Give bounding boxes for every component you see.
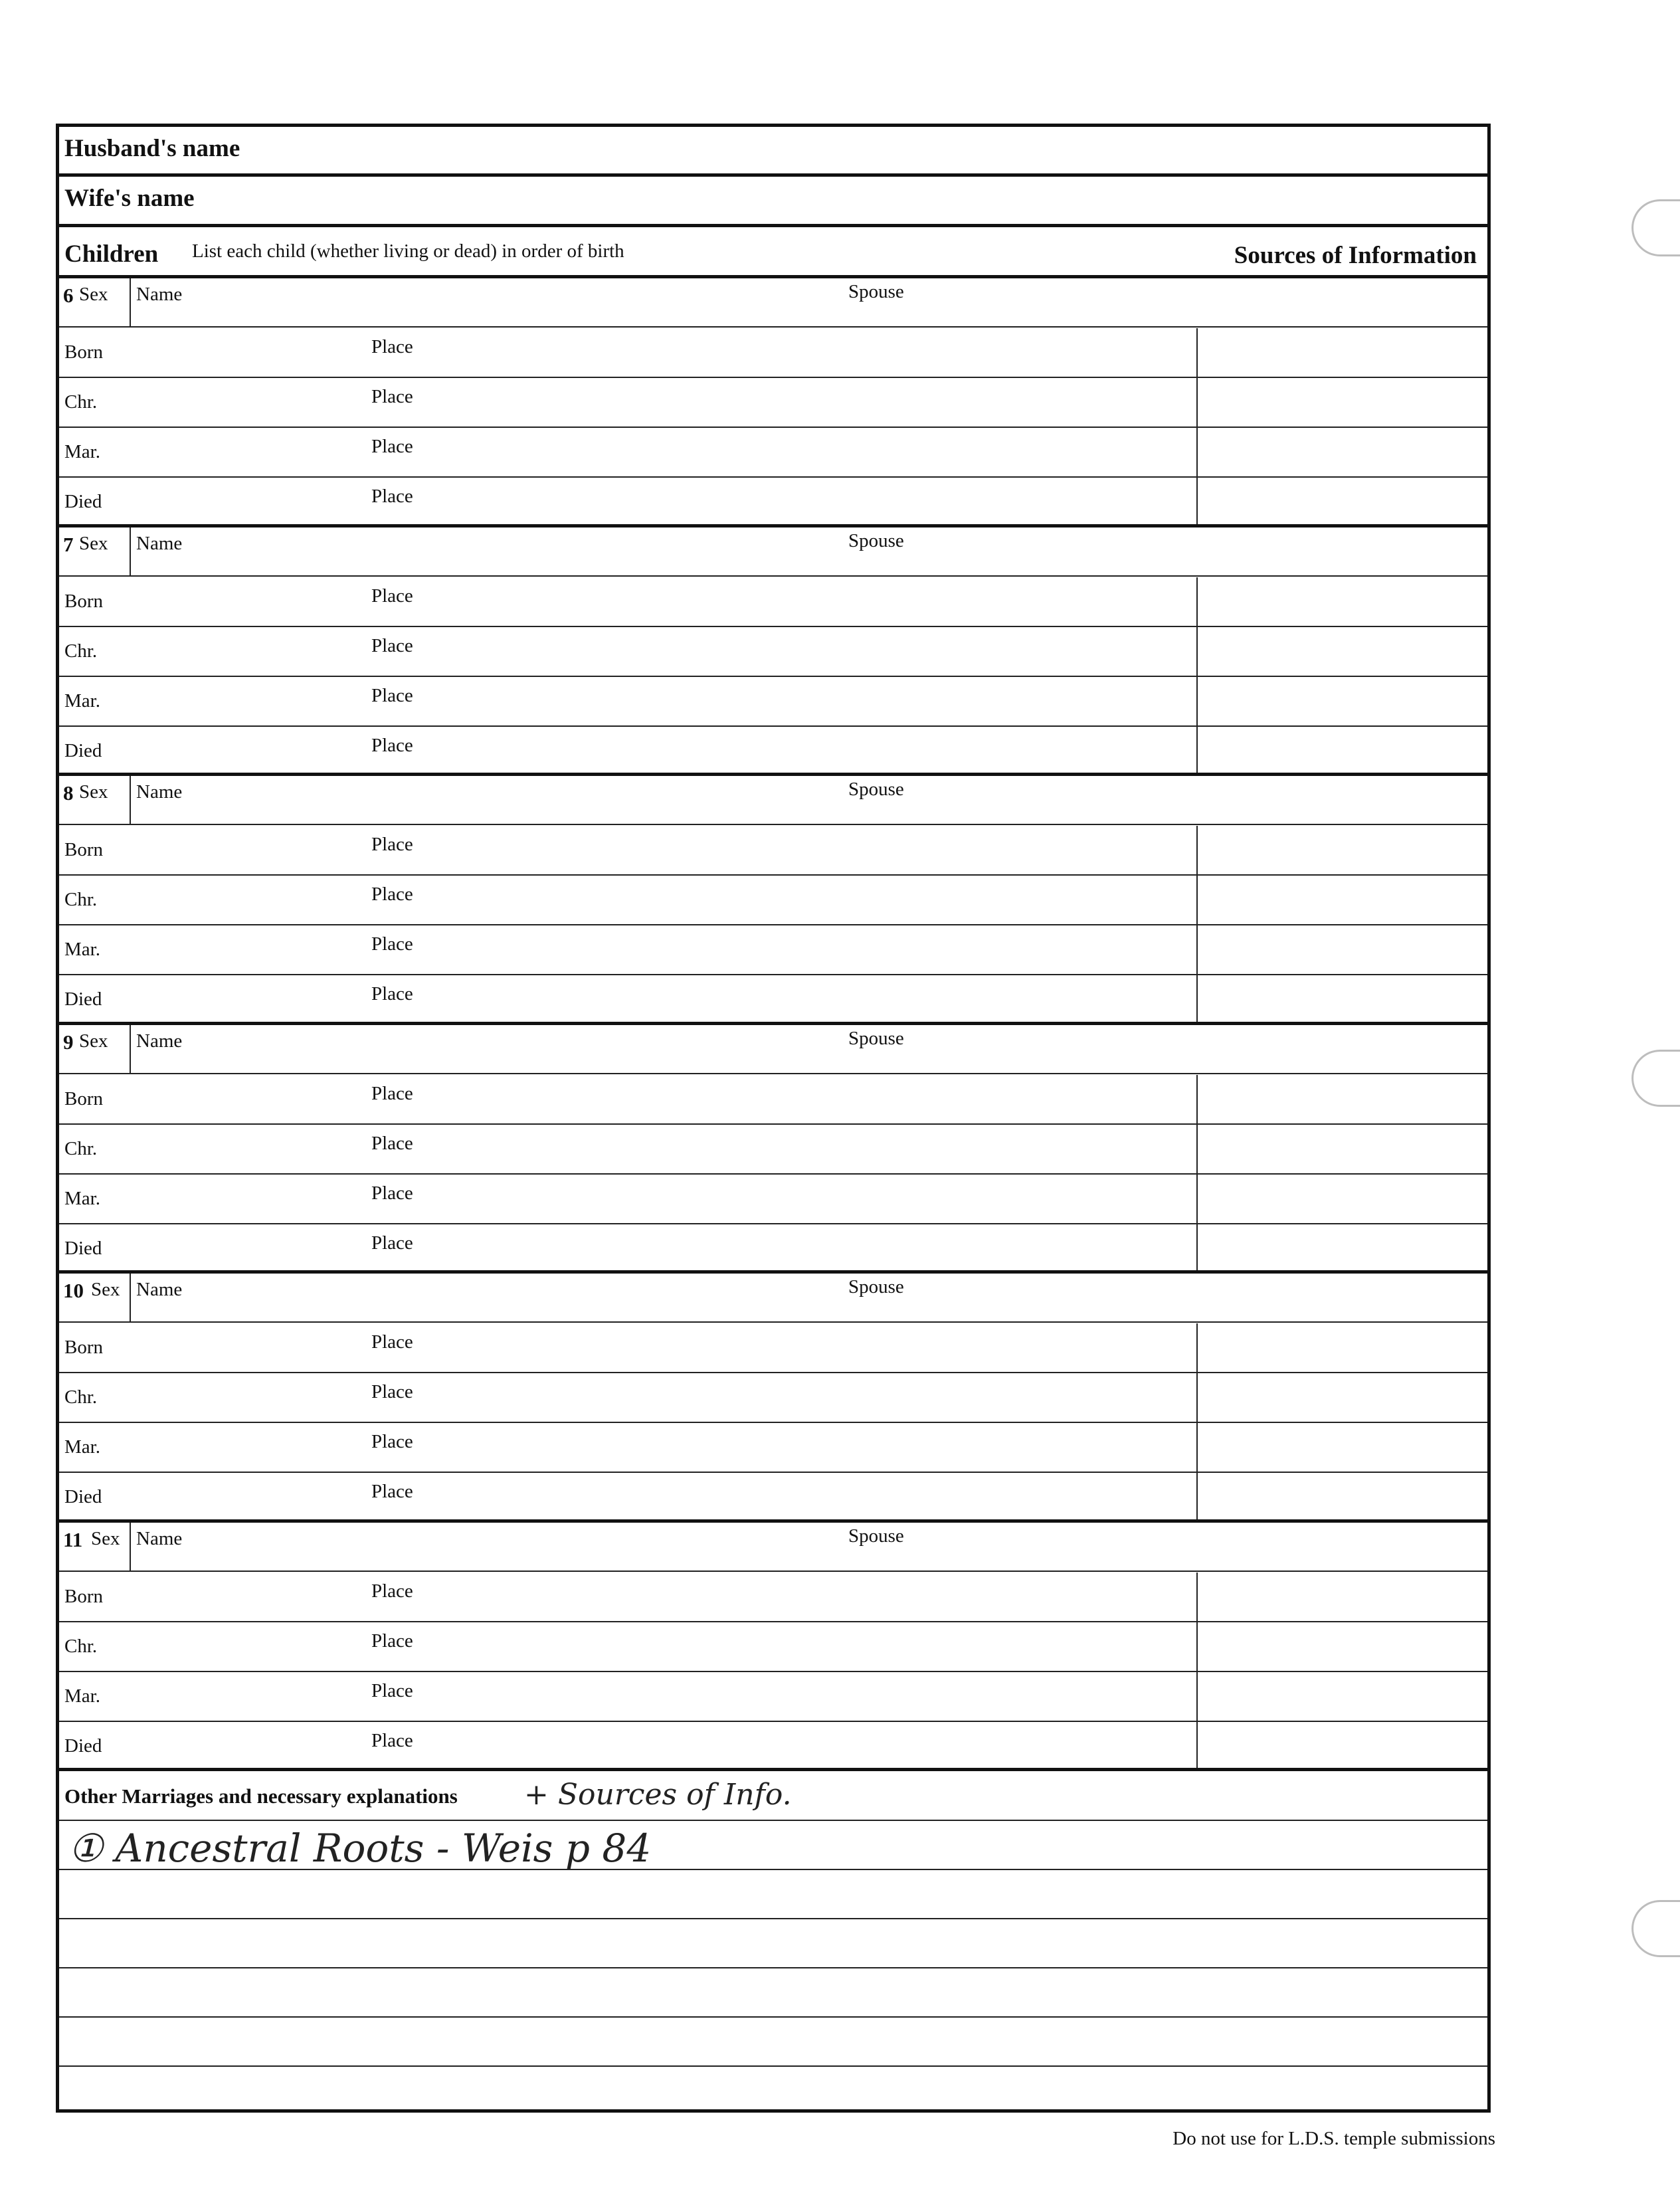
sources-column-divider (1196, 1323, 1198, 1372)
name-label: Name (136, 781, 183, 803)
sex-name-divider (130, 1274, 131, 1323)
sources-column-divider (1196, 428, 1198, 476)
place-label: Place (371, 436, 413, 457)
married-label: Mar. (64, 1436, 100, 1458)
wife-name-row[interactable] (59, 177, 1487, 227)
name-label: Name (136, 532, 183, 554)
explanation-line-1[interactable] (59, 1821, 1487, 1870)
name-label: Name (136, 284, 183, 305)
christened-label: Chr. (64, 1137, 98, 1159)
sex-name-divider (130, 278, 131, 328)
christened-label: Chr. (64, 391, 98, 413)
married-label: Mar. (64, 939, 100, 960)
binder-hole-middle (1632, 1050, 1680, 1107)
born-label: Born (64, 839, 103, 860)
christened-label: Chr. (64, 889, 98, 910)
husband-name-row[interactable] (59, 127, 1487, 177)
name-label: Name (136, 1527, 183, 1549)
explanation-line-2[interactable] (59, 1870, 1487, 1919)
married-row[interactable] (59, 1672, 1487, 1722)
place-label: Place (371, 1182, 413, 1204)
married-row[interactable] (59, 677, 1487, 727)
married-label: Mar. (64, 690, 100, 712)
married-row[interactable] (59, 428, 1487, 478)
child-number: 8 (63, 781, 74, 805)
married-label: Mar. (64, 441, 100, 462)
place-label: Place (371, 1431, 413, 1452)
temple-submission-notice: Do not use for L.D.S. temple submissions (1172, 2128, 1495, 2149)
child-name-row[interactable] (59, 1274, 1487, 1323)
born-label: Born (64, 1337, 103, 1358)
christened-label: Chr. (64, 1635, 98, 1657)
christened-row[interactable] (59, 378, 1487, 428)
died-label: Died (64, 1237, 102, 1259)
place-label: Place (371, 884, 413, 905)
sources-column-divider (1196, 1672, 1198, 1721)
place-label: Place (371, 1132, 413, 1154)
place-label: Place (371, 1082, 413, 1104)
born-row[interactable] (59, 1075, 1487, 1125)
sex-label: Sex (91, 1279, 120, 1300)
christened-label: Chr. (64, 640, 98, 662)
sources-column-divider (1196, 1175, 1198, 1223)
sources-column-divider (1196, 1075, 1198, 1123)
children-instruction: List each child (whether living or dead) in order of birth (192, 240, 624, 262)
spouse-label: Spouse (848, 281, 904, 302)
explanation-line-4[interactable] (59, 1968, 1487, 2018)
wife-name-label: Wife's name (64, 185, 195, 212)
children-header-row (59, 227, 1487, 278)
child-name-row[interactable] (59, 278, 1487, 328)
child-number: 10 (63, 1279, 84, 1302)
died-label: Died (64, 1735, 102, 1757)
explanation-line-5[interactable] (59, 2018, 1487, 2067)
sex-label: Sex (79, 1030, 108, 1052)
sources-column-divider (1196, 876, 1198, 924)
handwritten-sources-addition: + Sources of Info. (524, 1778, 792, 1812)
place-label: Place (371, 486, 413, 507)
family-group-form (56, 124, 1491, 2113)
place-label: Place (371, 336, 413, 357)
sources-of-information-label: Sources of Information (1234, 242, 1477, 269)
name-label: Name (136, 1030, 183, 1052)
sources-column-divider (1196, 328, 1198, 377)
sex-name-divider (130, 527, 131, 577)
place-label: Place (371, 1679, 413, 1701)
christened-row[interactable] (59, 876, 1487, 925)
sources-column-divider (1196, 1423, 1198, 1472)
born-row[interactable] (59, 826, 1487, 876)
died-row[interactable] (59, 975, 1487, 1025)
sources-column-divider (1196, 478, 1198, 524)
place-label: Place (371, 983, 413, 1004)
spouse-label: Spouse (848, 779, 904, 800)
place-label: Place (371, 734, 413, 756)
born-row[interactable] (59, 577, 1487, 627)
died-label: Died (64, 739, 102, 761)
married-row[interactable] (59, 1175, 1487, 1224)
sources-column-divider (1196, 577, 1198, 626)
spouse-label: Spouse (848, 529, 904, 551)
child-name-row[interactable] (59, 776, 1487, 825)
christened-row[interactable] (59, 1622, 1487, 1672)
born-label: Born (64, 341, 103, 363)
sources-column-divider (1196, 677, 1198, 725)
sources-column-divider (1196, 826, 1198, 874)
child-number: 9 (63, 1030, 74, 1054)
spouse-label: Spouse (848, 1276, 904, 1297)
child-name-row[interactable] (59, 1025, 1487, 1074)
died-row[interactable] (59, 1473, 1487, 1523)
sex-name-divider (130, 1523, 131, 1572)
place-label: Place (371, 585, 413, 607)
binder-hole-bottom (1632, 1900, 1680, 1957)
sources-column-divider (1196, 727, 1198, 773)
place-label: Place (371, 1630, 413, 1652)
died-row[interactable] (59, 1722, 1487, 1772)
born-label: Born (64, 1585, 103, 1607)
died-row[interactable] (59, 727, 1487, 777)
sources-column-divider (1196, 1573, 1198, 1621)
sources-column-divider (1196, 925, 1198, 974)
sources-column-divider (1196, 1722, 1198, 1768)
sex-label: Sex (91, 1527, 120, 1549)
sources-column-divider (1196, 1373, 1198, 1422)
sources-column-divider (1196, 975, 1198, 1022)
husband-name-label: Husband's name (64, 135, 240, 162)
sex-name-divider (130, 1025, 131, 1074)
child-number: 6 (63, 284, 74, 307)
spouse-label: Spouse (848, 1525, 904, 1547)
place-label: Place (371, 1381, 413, 1402)
place-label: Place (371, 1331, 413, 1353)
child-name-row[interactable] (59, 527, 1487, 577)
born-row[interactable] (59, 1323, 1487, 1373)
place-label: Place (371, 834, 413, 855)
born-label: Born (64, 590, 103, 612)
handwritten-note: ① Ancestral Roots - Weis p 84 (68, 1826, 652, 1871)
sources-column-divider (1196, 1622, 1198, 1671)
place-label: Place (371, 1232, 413, 1254)
other-marriages-label: Other Marriages and necessary explanations (64, 1784, 458, 1808)
married-row[interactable] (59, 1423, 1487, 1473)
christened-row[interactable] (59, 627, 1487, 677)
sex-name-divider (130, 776, 131, 825)
died-label: Died (64, 1486, 102, 1507)
explanation-line-3[interactable] (59, 1919, 1487, 1968)
sources-column-divider (1196, 1224, 1198, 1271)
place-label: Place (371, 1580, 413, 1602)
spouse-label: Spouse (848, 1027, 904, 1049)
place-label: Place (371, 1729, 413, 1751)
sex-label: Sex (79, 781, 108, 803)
married-label: Mar. (64, 1187, 100, 1209)
born-row[interactable] (59, 1573, 1487, 1622)
sex-label: Sex (79, 532, 108, 554)
christened-label: Chr. (64, 1386, 98, 1408)
christened-row[interactable] (59, 1373, 1487, 1423)
married-label: Mar. (64, 1685, 100, 1707)
died-row[interactable] (59, 478, 1487, 527)
place-label: Place (371, 1481, 413, 1502)
place-label: Place (371, 386, 413, 407)
died-label: Died (64, 989, 102, 1010)
child-number: 11 (63, 1527, 83, 1551)
married-row[interactable] (59, 925, 1487, 975)
died-row[interactable] (59, 1224, 1487, 1274)
child-name-row[interactable] (59, 1523, 1487, 1572)
other-marriages-header-row[interactable] (59, 1771, 1487, 1821)
place-label: Place (371, 634, 413, 656)
born-label: Born (64, 1088, 103, 1109)
sources-column-divider (1196, 1125, 1198, 1173)
children-label: Children (64, 240, 159, 268)
died-label: Died (64, 491, 102, 512)
sex-label: Sex (79, 284, 108, 305)
sources-column-divider (1196, 378, 1198, 427)
sources-column-divider (1196, 1473, 1198, 1519)
name-label: Name (136, 1279, 183, 1300)
binder-hole-top (1632, 199, 1680, 256)
born-row[interactable] (59, 328, 1487, 378)
christened-row[interactable] (59, 1125, 1487, 1175)
place-label: Place (371, 933, 413, 955)
sources-column-divider (1196, 627, 1198, 676)
place-label: Place (371, 684, 413, 706)
child-number: 7 (63, 532, 74, 556)
